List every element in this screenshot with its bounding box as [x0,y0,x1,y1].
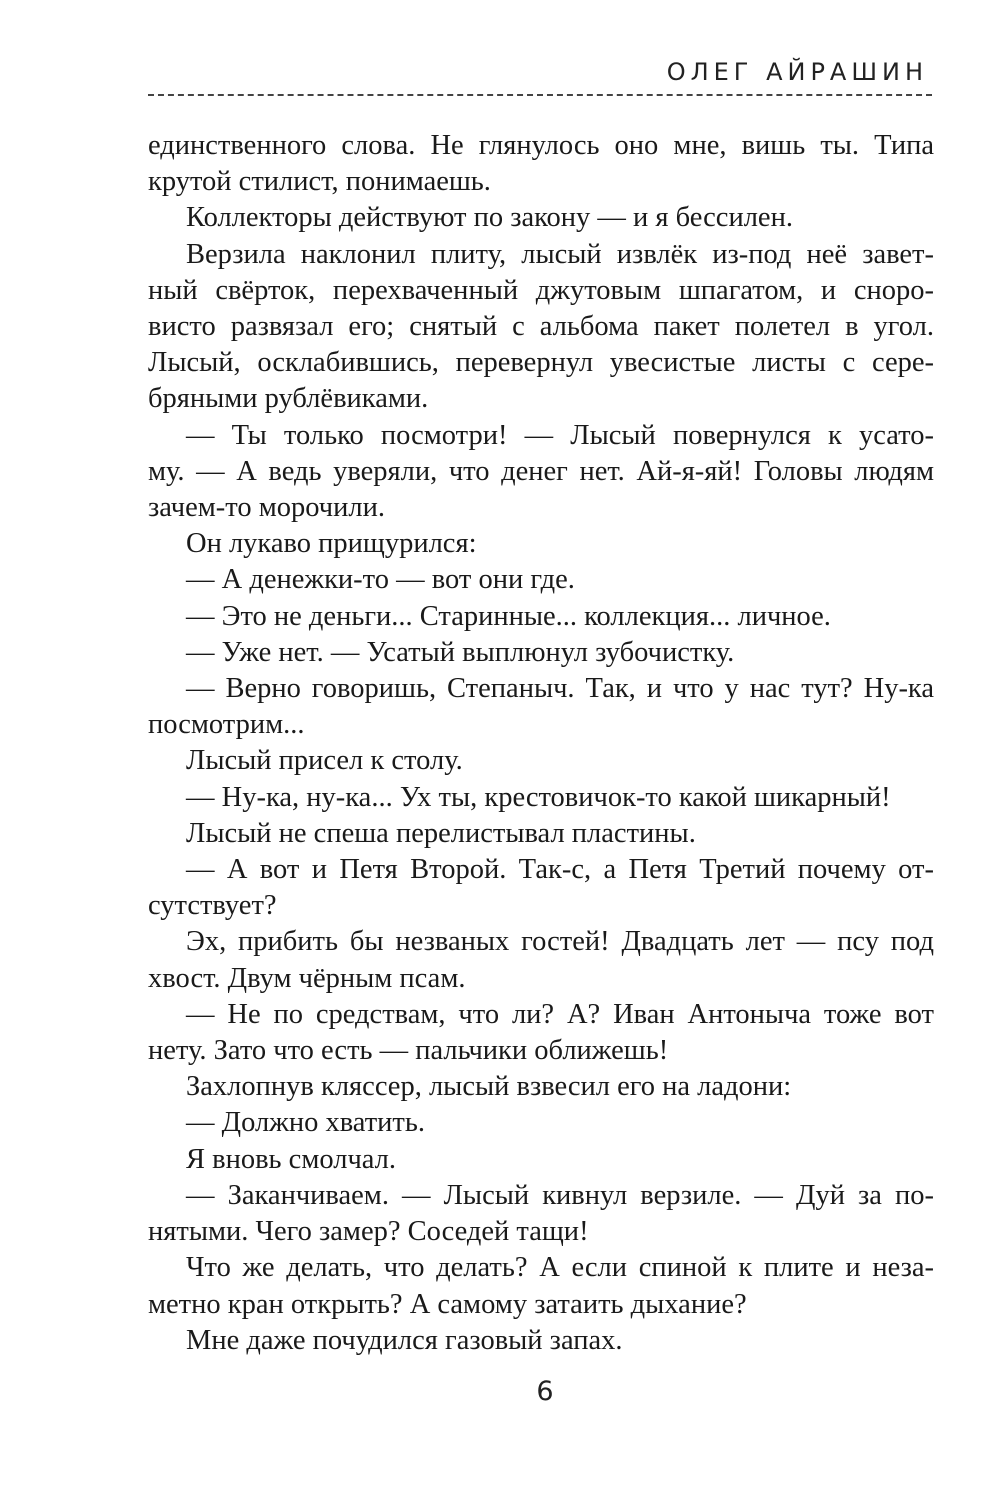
text-line: Коллекторы действуют по закону — и я бессилен. [186,202,793,234]
text-line: хвост. Двум чёрным псам. [148,962,466,994]
text-line: Лысый присел к столу. [186,745,463,777]
text-line: — А вот и Петя Второй. Так-с, а Петя Третий почему от- [186,854,934,886]
text-line: единственного слова. Не глянулось оно мне, вишь ты. Типа [148,130,934,161]
text-line: Что же делать, что делать? А если спиной к плите и неза- [186,1252,934,1284]
text-line: — Должно хватить. [186,1107,426,1139]
text-line: — Это не деньги... Старинные... коллекция... личное. [186,600,831,632]
text-line: Лысый не спеша перелистывал пластины. [186,817,696,849]
running-head-author: ОЛЕГ АЙРАШИН [666,58,928,86]
text-line: Мне даже почудился газовый запах. [186,1324,623,1356]
text-line: — Не по средствам, что ли? А? Иван Антоныча тоже вот [186,998,934,1030]
text-line: Лысый, осклабившись, перевернул увесистые листы с сере- [148,347,934,379]
header-dashed-rule [148,94,932,96]
text-line: Я вновь смолчал. [186,1143,397,1175]
text-line: му. — А ведь уверяли, что денег нет. Ай-я-яй! Головы людям [148,455,934,487]
text-line: нету. Зато что есть — пальчики оближешь! [148,1035,669,1067]
text-line: посмотрим... [148,709,305,741]
text-line: зачем-то морочили. [148,492,385,524]
text-line: Он лукаво прищурился: [186,528,477,560]
text-line: бряными рублёвиками. [148,383,429,415]
text-line: крутой стилист, понимаешь. [148,166,491,198]
text-line: Захлопнув кляссер, лысый взвесил его на ладони: [186,1071,792,1103]
body-text [148,128,934,1359]
page-number: 6 [536,1376,554,1407]
text-line: сутствует? [148,890,277,922]
text-line: висто развязал его; снятый с альбома пакет полетел в угол. [148,311,934,343]
text-line: ный свёрток, перехваченный джутовым шпагатом, и сноро- [148,274,934,306]
text-line: Верзила наклонил плиту, лысый извлёк из-под неё завет- [186,238,934,270]
text-line: — Уже нет. — Усатый выплюнул зубочистку. [186,636,735,668]
text-line: Эх, прибить бы незваных гостей! Двадцать лет — псу под [186,926,934,958]
text-line: — Ты только посмотри! — Лысый повернулся к усато- [186,419,934,451]
text-line: метно кран открыть? А самому затаить дыхание? [148,1288,747,1320]
text-line: нятыми. Чего замер? Соседей тащи! [148,1216,589,1248]
text-line: — А денежки-то — вот они где. [186,564,575,596]
text-line: — Заканчиваем. — Лысый кивнул верзиле. — Дуй за по- [186,1179,934,1211]
text-line: — Ну-ка, ну-ка... Ух ты, крестовичок-то какой шикарный! [186,781,891,813]
text-line: — Верно говоришь, Степаныч. Так, и что у нас тут? Ну-ка [186,673,934,705]
